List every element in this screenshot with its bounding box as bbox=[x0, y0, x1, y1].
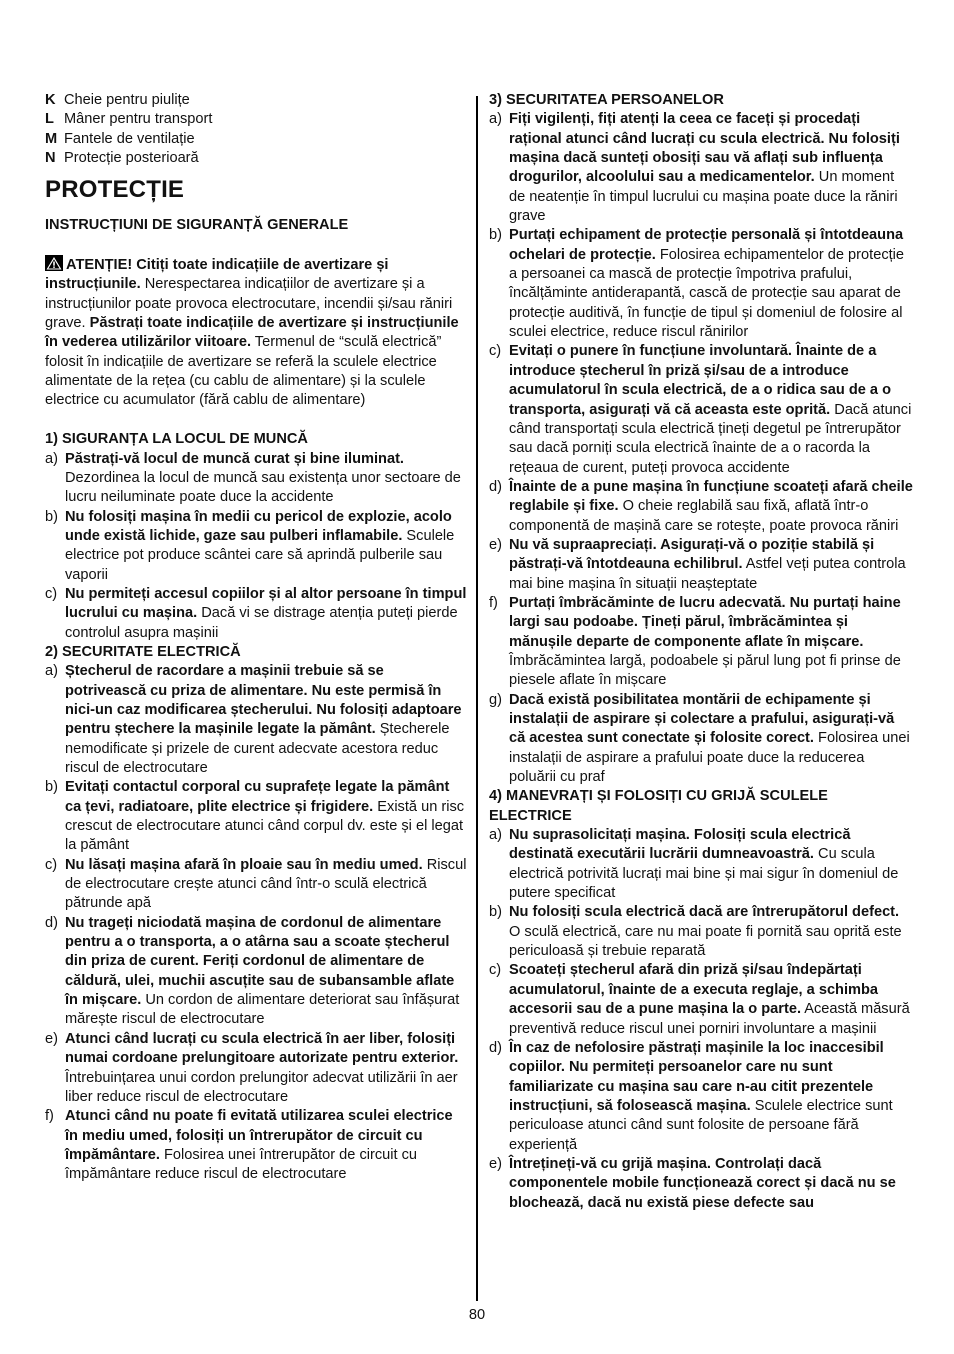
item-bold: Evitați contactul corporal cu suprafețe legate la pământ ca țevi, radiatoare, plite electrice și frigidere. bbox=[65, 779, 450, 815]
item-letter: f) bbox=[489, 594, 498, 611]
item-bold: Dacă există posibilitatea montării de echipamente și instalații de aspirare și colectare a prafului, asigurați-vă că acestea sunt conectate și folosite corect. bbox=[509, 691, 895, 747]
item-text: O cheie reglabilă sau fixă, aflată într-o componentă de mașină care se rotește, poate provoca răniri bbox=[509, 498, 899, 534]
list-item bbox=[45, 450, 467, 508]
item-letter: c) bbox=[45, 585, 58, 602]
item-text: Dacă vi se distrage atenția puteți pierde controlul asupra mașinii bbox=[65, 605, 458, 641]
item-bold: Înainte de a pune mașina în funcțiune scoateți afară cheile reglabile și fixe. bbox=[509, 478, 913, 515]
item-text: Dacă atunci când transportați scula electrică țineți degetul pe întrerupător sau dacă porniți scula electrică înainte de a o racorda la rețeaua de curent, puteți provoca accidente bbox=[509, 401, 912, 476]
legend-item bbox=[45, 149, 467, 168]
item-bold: Scoateți ștecherul afară din priză și/sau îndepărtați acumulatorul, înainte de a executa reglaje, a schimba accesorii sau de a pune mașina la o parte. bbox=[509, 962, 879, 1018]
item-letter: a) bbox=[489, 827, 502, 844]
item-text: Folosirea unei întrerupător de circuit cu împământare reduce riscul de electrocutare bbox=[65, 1146, 418, 1183]
item-bold: Nu vă supraapreciați. Asigurați-vă o poziție stabilă și păstrați-vă întotdeauna echilibrul. bbox=[509, 536, 875, 573]
item-text: Un moment de neatenție în timpul lucrului cu mașina poate duce la răniri grave bbox=[509, 169, 898, 225]
page-title: PROTECȚIE bbox=[45, 176, 185, 204]
item-letter: b) bbox=[489, 227, 502, 244]
item-bold: Întrețineți-vă cu grijă mașina. Controlați dacă componentele mobile funcționează corect și dacă nu se blochează, dacă nu există piese defecte sau bbox=[509, 1155, 896, 1211]
item-bold: Nu lăsați mașina afară în ploaie sau în mediu umed. bbox=[65, 856, 423, 873]
list-item bbox=[45, 585, 467, 643]
legend-item bbox=[45, 110, 467, 129]
item-letter: c) bbox=[489, 962, 502, 979]
item-letter: c) bbox=[489, 343, 502, 360]
item-text: Sculele electrice pot produce scântei care să aprindă pulberile sau vaporii bbox=[65, 527, 455, 583]
section-2-heading: 2) SECURITATE ELECTRICĂ bbox=[45, 643, 241, 660]
item-bold: Atunci când nu poate fi evitată utilizarea sculei electrice în mediu umed, folosiți un întrerupător de circuit cu împământare. bbox=[65, 1108, 453, 1163]
item-text: Riscul de electrocutare crește atunci când într-o sculă electrică pătrunde apă bbox=[65, 856, 467, 912]
legend-key: L bbox=[45, 111, 54, 128]
item-text: Întrebuințarea unui cordon prelungitor adecvat utilizării în aer liber reduce riscul de electrocutare bbox=[65, 1069, 458, 1105]
item-bold: Purtați îmbrăcăminte de lucru adecvată. Nu purtați haine largi sau podoabe. Țineți părul, îmbrăcămintea și mănușile departe de componente aflate în mișcare. bbox=[509, 594, 901, 650]
item-letter: a) bbox=[45, 663, 58, 680]
item-bold: Evitați o punere în funcțiune involuntară. Înainte de a introduce ștecherul în priză și/sau de a introduce acumulatorul în scula electrică, de a o ridica sau de a o transporta, asigurați vă că aceasta este oprită. bbox=[509, 343, 892, 418]
page-number: 80 bbox=[468, 1307, 486, 1323]
list-item bbox=[45, 1030, 467, 1107]
section-3-heading: 3) SECURITATEA PERSOANELOR bbox=[489, 92, 724, 108]
item-text: Folosirea echipamentelor de protecție a persoanei ca mască de protecție împotriva prafului, încălțăminte antiderapantă, cască de protecție sau aparat de protecție auditivă, în funcție de tipul și domeniul de folosire al sculei electrice, reduce riscul rănirilor bbox=[509, 246, 905, 341]
item-text: Dezordinea la locul de muncă sau existența unor sectoare de lucru neiluminate poate duce la accidente bbox=[65, 469, 461, 506]
list-item bbox=[489, 594, 913, 691]
item-bold: Nu folosiți mașina în medii cu pericol de explozie, acolo unde există lichide, gaze sau pulberi inflamabile. bbox=[65, 508, 452, 544]
legend-label: Cheie pentru piulițe bbox=[64, 92, 190, 108]
legend-key: N bbox=[45, 150, 56, 167]
item-bold: Nu permiteți accesul copiilor și al altor persoane în timpul lucrului cu mașina. bbox=[65, 585, 467, 622]
item-letter: a) bbox=[489, 111, 502, 128]
item-letter: b) bbox=[45, 508, 58, 525]
list-item bbox=[45, 1107, 467, 1184]
left-column bbox=[45, 91, 467, 1185]
list-item bbox=[489, 342, 913, 477]
general-safety-heading: INSTRUCȚIUNI DE SIGURANȚĂ GENERALE bbox=[45, 217, 349, 234]
section-4-heading: 4) MANEVRAȚI ȘI FOLOSIȚI CU GRIJĂ SCULELE ELECTRICE bbox=[489, 788, 828, 824]
item-letter: f) bbox=[45, 1108, 54, 1125]
list-item bbox=[489, 226, 913, 342]
legend-label: Mâner pentru transport bbox=[64, 111, 213, 128]
list-item bbox=[45, 778, 467, 855]
list-item bbox=[45, 508, 467, 585]
list-item bbox=[489, 826, 913, 903]
warning-paragraph bbox=[45, 255, 467, 411]
list-item bbox=[45, 914, 467, 1030]
item-letter: e) bbox=[45, 1030, 58, 1047]
legend-label: Protecție posterioară bbox=[64, 150, 199, 167]
warning-text-2: Termenul de “sculă electrică” folosit în indicațiile de avertizare se referă la sculele electrice alimentate de la rețea (cu cablu de alimentare) și la sculele electrice cu acumulator (fără cablu de alimentare) bbox=[45, 334, 442, 409]
parts-legend bbox=[45, 91, 467, 168]
legend-label: Fantele de ventilație bbox=[64, 130, 195, 147]
item-letter: e) bbox=[489, 536, 502, 553]
item-bold: Păstrați-vă locul de muncă curat și bine iluminat. bbox=[65, 450, 404, 467]
warning-bold-1: ATENȚIE! Citiți toate indicațiile de avertizare și instrucțiunile. bbox=[45, 257, 389, 293]
item-letter: a) bbox=[45, 450, 58, 467]
item-bold: Nu trageți niciodată mașina de cordonul de alimentare pentru a o transporta, a o atârna sau a scoate ștecherul din priza de curent. Feriți cordonul de alimentare de căldură, ulei, muchii ascuțite sau de subansamble aflate în mișcare. bbox=[65, 914, 455, 1009]
list-item bbox=[489, 903, 913, 961]
item-text: Sculele electrice sunt periculoase atunci când sunt folosite de persoane fără experiență bbox=[509, 1097, 893, 1153]
list-item bbox=[489, 1155, 913, 1213]
item-bold: Fiți vigilenți, fiți atenți la ceea ce faceți și procedați rațional atunci când lucrați cu scula electrică. Nu folosiți mașina dacă sunteți obosiți sau vă aflați sub influența drogurilor, alcoolului sau a medicamentelor. bbox=[509, 111, 900, 186]
item-bold: Ștecherul de racordare a mașinii trebuie să se potrivească cu priza de alimentare. Nu este permisă în nici-un caz modificarea ștecherului. Nu folosiți adaptoare pentru ștechere la mașinile legate la pământ. bbox=[65, 663, 462, 738]
item-letter: d) bbox=[45, 914, 58, 931]
warning-triangle-icon bbox=[45, 255, 63, 271]
item-letter: d) bbox=[489, 478, 502, 495]
item-text: Ștecherele nemodificate și prizele de curent adecvate acestora reduc riscul de electrocutare bbox=[65, 721, 450, 776]
item-text: O sculă electrică, care nu mai poate fi pornită sau oprită este periculoasă și trebuie reparată bbox=[509, 923, 902, 960]
warning-text-1: Nerespectarea indicațiilor de avertizare și a instrucțiunilor poate provoca electrocutare, incendii și/sau răniri grave. bbox=[45, 276, 453, 332]
list-item bbox=[45, 662, 467, 778]
list-item bbox=[489, 536, 913, 594]
item-text: Un cordon de alimentare deteriorat sau înfășurat mărește riscul de electrocutare bbox=[65, 992, 460, 1028]
legend-item bbox=[45, 130, 467, 149]
legend-key: K bbox=[45, 92, 56, 108]
item-text: Această măsură preventivă reduce riscul unei porniri involuntare a mașinii bbox=[509, 1001, 910, 1037]
list-item bbox=[489, 691, 913, 788]
item-bold: În caz de nefolosire păstrați mașinile la loc inaccesibil copiilor. Nu permiteți persoanelor care nu sunt familiarizate cu mașina sau care n-au citit prezentele instrucțiuni, să folosească mașina. bbox=[509, 1039, 884, 1114]
item-letter: g) bbox=[489, 691, 502, 708]
item-bold: Nu suprasolicitați mașina. Folosiți scula electrică destinată executării lucrării dumneavoastră. bbox=[509, 827, 851, 863]
list-item bbox=[489, 1039, 913, 1155]
item-text: Cu scula electrică potrivită lucrați mai bine și mai sigur în domeniul de putere specificat bbox=[509, 846, 899, 902]
warning-bold-2: Păstrați toate indicațiile de avertizare și instrucțiunile în vederea utilizărilor viitoare. bbox=[45, 315, 459, 351]
column-divider bbox=[476, 96, 478, 1301]
item-bold: Atunci când lucrați cu scula electrică în aer liber, folosiți numai cordoane prelungitoare autorizate pentru exterior. bbox=[65, 1030, 459, 1067]
list-item bbox=[489, 110, 913, 226]
item-text: Îmbrăcămintea largă, podoabele și părul lung pot fi prinse de piesele aflate în mișcare bbox=[509, 652, 901, 689]
item-letter: b) bbox=[489, 904, 502, 921]
legend-item bbox=[45, 91, 467, 110]
item-text: Folosirea unei instalații de aspirare a prafului poate duce la reducerea poluării cu praf bbox=[509, 730, 910, 786]
list-item bbox=[45, 856, 467, 914]
item-letter: c) bbox=[45, 856, 58, 873]
list-item bbox=[489, 961, 913, 1038]
item-bold: Nu folosiți scula electrică dacă are întrerupătorul defect. bbox=[509, 904, 900, 921]
item-bold: Purtați echipament de protecție personală și întotdeauna ochelari de protecție. bbox=[509, 227, 904, 263]
item-letter: d) bbox=[489, 1039, 502, 1056]
item-text: Astfel veți putea controla mai bine mașina în situații neașteptate bbox=[509, 556, 906, 592]
section-1-heading: 1) SIGURANȚA LA LOCUL DE MUNCĂ bbox=[45, 431, 308, 448]
item-text: Există un risc crescut de electrocutare atunci când corpul dv. este și el legat la pământ bbox=[65, 798, 465, 854]
item-letter: e) bbox=[489, 1155, 502, 1172]
legend-key: M bbox=[45, 130, 58, 147]
item-letter: b) bbox=[45, 779, 58, 796]
list-item bbox=[489, 478, 913, 536]
right-column bbox=[489, 91, 913, 1213]
